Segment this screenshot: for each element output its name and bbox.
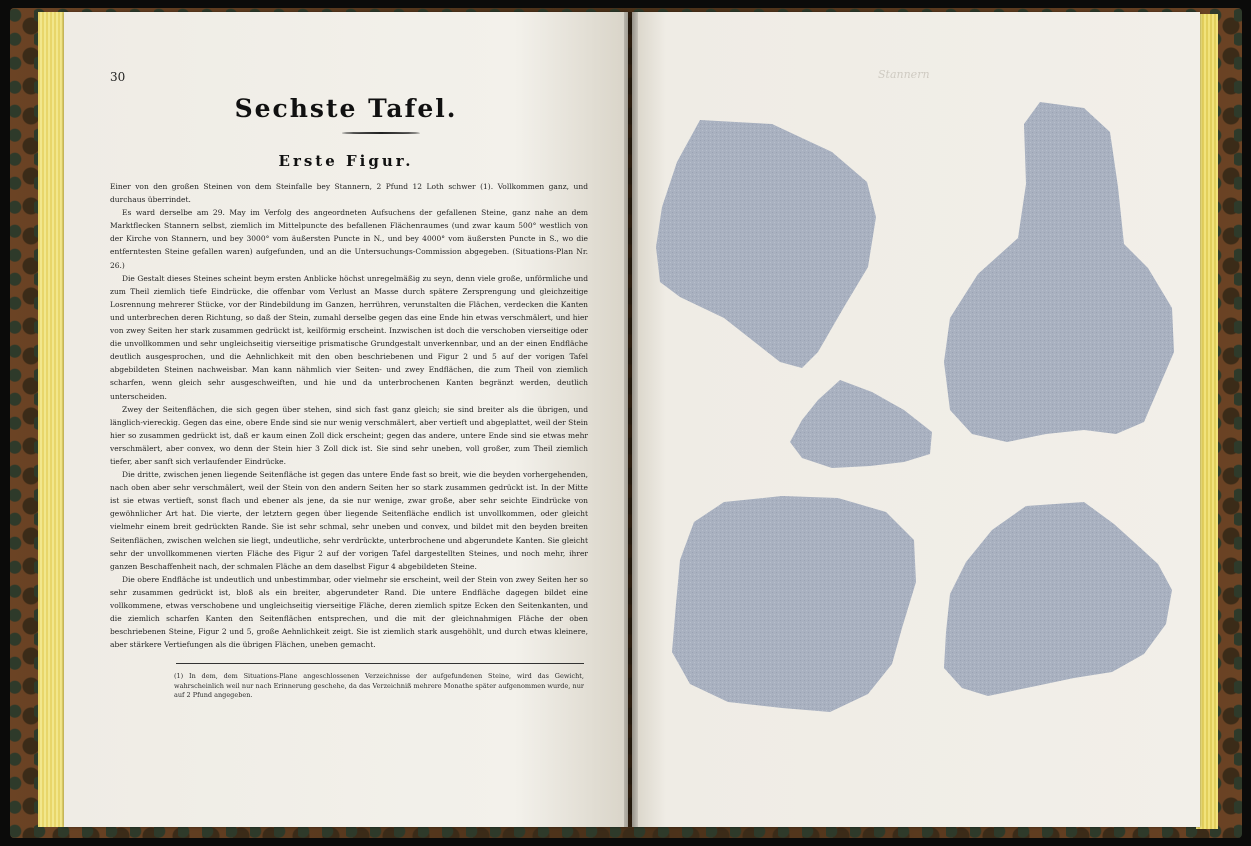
figure-heading: Erste Figur. xyxy=(278,152,414,170)
stone-plate xyxy=(632,12,1200,827)
footnote: (1) In dem, dem Situations-Plane angeschlossenen Verzeichnisse der aufgefundenen Steine, wird das Gewicht, wahrscheinlich weil nur nach Erinnerung geschehe, da das Verzeichniß mehrere Monathe später aufgenommen wurde, nur auf 2 Pfund angegeben. xyxy=(174,672,584,699)
stone-bottom-right xyxy=(944,502,1172,696)
paragraph: Die dritte, zwischen jenen liegende Seitenfläche ist gegen das untere Ende fast so breit, wie die beyden vorhergehenden, nach oben aber sehr verschmälert, weil der Stein von den andern Seiten her so stark zusammen gedrückt ist. In der Mitte ist sie etwas vertieft, sonst flach und ebener als jene, da sie nur wenige, zwar große, aber sehr seichte Eindrücke von gewöhnlicher Art hat. Die vierte, der letztern gegen über liegende Seitenfläche endlich ist unvollkommen, oder gleicht vielmehr einem breit gedrückten Rande. Sie ist sehr schmal, sehr uneben und convex, und bildet mit den beyden breiten Seitenflächen, zwischen welchen sie liegt, undeutliche, sehr verdrückte, unterbrochene und abgerundete Kanten. Sie gleicht sehr der unvollkommenen vierten Fläche des Figur 2 auf der vorigen Tafel dargestellten Steines, und noch mehr, ihrer ganzen Beschaffenheit nach, der schmalen Fläche an dem daselbst Figur 4 abgebildeten Steine. xyxy=(110,470,588,571)
stone-middle xyxy=(790,380,932,468)
title-rule xyxy=(342,132,420,134)
paragraph: Einer von den großen Steinen von dem Steinfalle bey Stannern, 2 Pfund 12 Loth schwer (1). Vollkommen ganz, und durchaus überrindet. xyxy=(110,182,588,205)
paragraph: Die Gestalt dieses Steines scheint beym ersten Anblicke höchst unregelmäßig zu seyn, denn viele große, unförmliche und zum Theil ziemlich tiefe Eindrücke, die offenbar vom Verlust an Masse durch spätere Zersprengung und gleichzeitige Losrennung mehrerer Stücke, vor der Rindebildung im Ganzen, herrühren, verunstalten die Flächen, verdecken die Kanten und unterbrechen deren Richtung, so daß der Stein, zumahl derselbe gegen das eine Ende hin etwas verschmälert, und hier von zwey Seiten her stark zusammen gedrückt ist, keilförmig erscheint. Inzwischen ist doch die verschoben vierseitige oder die unvollkommen und sehr ungleichseitig vierseitige prismatische Grundgestalt unverkennbar, und an der einen Endfläche deutlich ausgesprochen, und die Aehnlichkeit mit den oben beschriebenen und Figur 2 und 5 auf der vorigen Tafel abgebildeten Steinen nachweisbar. Man kann nähmlich vier Seiten- und zwey Endflächen, die zum Theil von ziemlich scharfen, wenn gleich sehr ausgeschweiften, und hie und da unterbrochenen Kanten begränzt werden, deutlich unterscheiden. xyxy=(110,273,588,401)
page-number: 30 xyxy=(110,70,126,84)
paragraph: Die obere Endfläche ist undeutlich und unbestimmbar, oder vielmehr sie erscheint, weil der Stein von zwey Seiten her so sehr zusammen gedrückt ist, bloß als ein breiter, abgerundeter Rand. Die untere Endfläche dagegen bildet eine vollkommene, etwas verschobene und ungleichseitig vierseitige Fläche, deren ziemlich spitze Ecken den Seitenkanten, und die ziemlich scharfen Kanten den Seitenflächen entsprechen, und die mit der gleichnahmigen Fläche der oben beschriebenen Steine, Figur 2 und 5, große Aehnlichkeit zeigt. Sie ist ziemlich stark ausgehöhlt, und durch etwas kleinere, aber stärkere Vertiefungen als die übrigen Flächen, uneben gemacht. xyxy=(110,574,588,650)
page-title: Sechste Tafel. xyxy=(234,94,458,123)
footnote-rule xyxy=(176,663,584,664)
stone-bottom-left xyxy=(672,496,916,712)
paragraph: Es ward derselbe am 29. May im Verfolg des angeordneten Aufsuchens der gefallenen Steine, ganz nahe an dem Marktflecken Stannern selbst, ziemlich im Mittelpuncte des befallenen Flächenraumes (und zwar kaum 500° westlich von der Kirche von Stannern, und bey 3000° vom äußersten Puncte in N., und bey 4000° vom äußersten Puncte in S., wo die entferntesten Steine gefallen waren) aufgefunden, und an die Untersuchungs-Commission abgegeben. (Situations-Plan Nr. 26.) xyxy=(110,208,588,270)
body-text xyxy=(110,180,588,658)
paragraph: Zwey der Seitenflächen, die sich gegen über stehen, sind sich fast ganz gleich; sie sind breiter als die übrigen, und länglich-viereckig. Gegen das eine, obere Ende sind sie nur wenig verschmälert, aber vertieft und abgeplattet, weil der Stein hier so zusammen gedrückt ist, daß er kaum einen Zoll dick erscheint; gegen das andere, untere Ende sind sie etwas mehr verschmälert, aber convex, wo denn der Stein hier 3 Zoll dick ist. Sie sind sehr uneben, voll großer, zum Theil ziemlich tiefer, aber sanft sich verlaufender Eindrücke. xyxy=(110,404,588,466)
stone-top-left xyxy=(656,120,876,368)
stone-top-right xyxy=(944,102,1174,442)
pencil-annotation: Stannern xyxy=(878,68,930,81)
